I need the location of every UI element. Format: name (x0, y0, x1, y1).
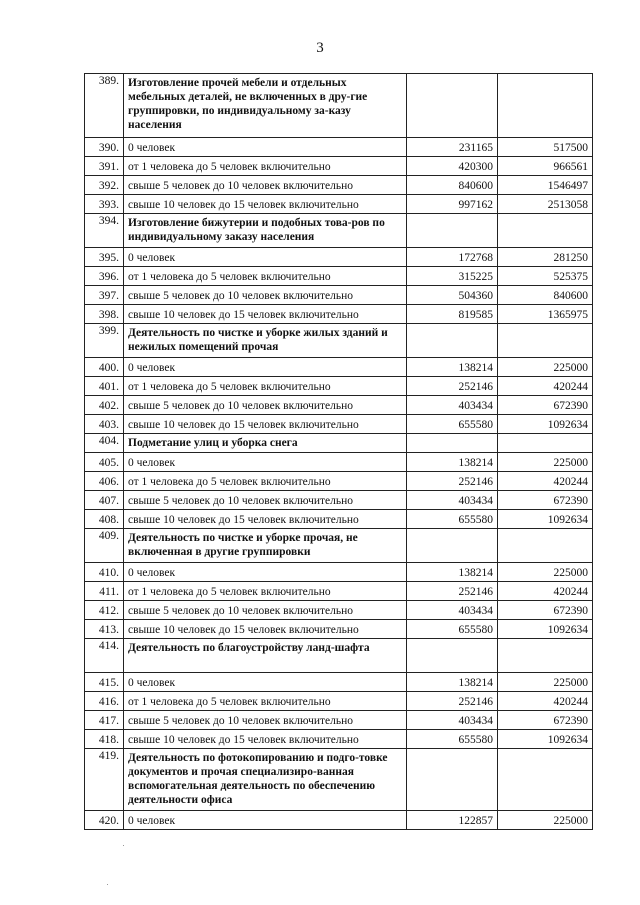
table-row (85, 248, 593, 267)
table-row (85, 620, 593, 639)
row-description: свыше 10 человек до 15 человек включительно (124, 305, 407, 324)
row-number: 410. (85, 563, 124, 582)
table-row (85, 195, 593, 214)
row-description: 0 человек (124, 563, 407, 582)
row-number: 390. (85, 138, 124, 157)
row-description: от 1 человека до 5 человек включительно (124, 582, 407, 601)
table-row (85, 601, 593, 620)
value-col-1: 315225 (407, 267, 498, 286)
row-number: 420. (85, 811, 124, 830)
table-row (85, 692, 593, 711)
table-row (85, 673, 593, 692)
table-row (85, 582, 593, 601)
value-col-1: 840600 (407, 176, 498, 195)
value-col-1: 172768 (407, 248, 498, 267)
value-col-2 (498, 324, 593, 358)
row-number: 392. (85, 176, 124, 195)
scan-speck (123, 845, 124, 846)
row-number: 412. (85, 601, 124, 620)
row-number: 406. (85, 472, 124, 491)
value-col-1 (407, 639, 498, 673)
row-number: 398. (85, 305, 124, 324)
value-col-2: 525375 (498, 267, 593, 286)
value-col-1 (407, 214, 498, 248)
table-row (85, 358, 593, 377)
row-number: 408. (85, 510, 124, 529)
value-col-2: 225000 (498, 453, 593, 472)
value-col-1: 138214 (407, 358, 498, 377)
section-title: Подметание улиц и уборка снега (124, 434, 407, 453)
row-number: 391. (85, 157, 124, 176)
row-description: свыше 5 человек до 10 человек включительно (124, 176, 407, 195)
section-row (85, 214, 593, 248)
table-row (85, 286, 593, 305)
section-title: Изготовление бижутерии и подобных това-ров по индивидуальному заказу населения (124, 214, 407, 248)
value-col-2: 281250 (498, 248, 593, 267)
value-col-2: 225000 (498, 358, 593, 377)
value-col-2 (498, 74, 593, 138)
value-col-1: 403434 (407, 396, 498, 415)
row-description: 0 человек (124, 453, 407, 472)
row-description: 0 человек (124, 248, 407, 267)
section-row (85, 324, 593, 358)
value-col-2: 225000 (498, 673, 593, 692)
value-col-2: 420244 (498, 692, 593, 711)
value-col-2: 517500 (498, 138, 593, 157)
tariff-table (84, 73, 593, 830)
section-title: Изготовление прочей мебели и отдельных мебельных деталей, не включенных в дру-гие группировки, по индивидуальному за-казу населения (124, 74, 407, 138)
value-col-1: 403434 (407, 711, 498, 730)
value-col-2 (498, 749, 593, 811)
table-row (85, 138, 593, 157)
value-col-2: 1092634 (498, 415, 593, 434)
value-col-2: 1092634 (498, 510, 593, 529)
row-number: 401. (85, 377, 124, 396)
value-col-1: 252146 (407, 582, 498, 601)
row-number: 403. (85, 415, 124, 434)
value-col-1: 122857 (407, 811, 498, 830)
row-number: 400. (85, 358, 124, 377)
value-col-1: 252146 (407, 472, 498, 491)
row-number: 413. (85, 620, 124, 639)
value-col-1: 504360 (407, 286, 498, 305)
value-col-2: 672390 (498, 711, 593, 730)
row-description: свыше 10 человек до 15 человек включительно (124, 620, 407, 639)
row-number: 417. (85, 711, 124, 730)
row-number: 394. (85, 214, 124, 248)
row-number: 418. (85, 730, 124, 749)
table-row (85, 157, 593, 176)
value-col-2: 420244 (498, 472, 593, 491)
table-row (85, 491, 593, 510)
table-row (85, 176, 593, 195)
value-col-2: 1546497 (498, 176, 593, 195)
value-col-2 (498, 639, 593, 673)
table-row (85, 453, 593, 472)
table-body (85, 74, 593, 830)
table-row (85, 305, 593, 324)
row-number: 399. (85, 324, 124, 358)
value-col-1: 252146 (407, 377, 498, 396)
value-col-1: 252146 (407, 692, 498, 711)
row-number: 416. (85, 692, 124, 711)
row-number: 389. (85, 74, 124, 138)
value-col-1: 655580 (407, 730, 498, 749)
value-col-1: 231165 (407, 138, 498, 157)
row-description: свыше 5 человек до 10 человек включительно (124, 601, 407, 620)
value-col-2: 225000 (498, 563, 593, 582)
row-number: 414. (85, 639, 124, 673)
value-col-2: 672390 (498, 601, 593, 620)
value-col-2: 2513058 (498, 195, 593, 214)
row-description: свыше 10 человек до 15 человек включительно (124, 195, 407, 214)
table-row (85, 563, 593, 582)
row-description: 0 человек (124, 358, 407, 377)
value-col-1: 655580 (407, 415, 498, 434)
row-description: 0 человек (124, 811, 407, 830)
value-col-2: 420244 (498, 377, 593, 396)
row-description: 0 человек (124, 673, 407, 692)
value-col-2 (498, 214, 593, 248)
table-row (85, 510, 593, 529)
row-description: свыше 5 человек до 10 человек включительно (124, 711, 407, 730)
value-col-1: 997162 (407, 195, 498, 214)
row-number: 419. (85, 749, 124, 811)
section-title: Деятельность по фотокопированию и подго-товке документов и прочая специализиро-ванная вспомогательная деятельность по обеспечению деятельности офиса (124, 749, 407, 811)
row-description: свыше 10 человек до 15 человек включительно (124, 730, 407, 749)
value-col-1 (407, 434, 498, 453)
row-description: от 1 человека до 5 человек включительно (124, 377, 407, 396)
row-number: 409. (85, 529, 124, 563)
row-number: 395. (85, 248, 124, 267)
row-description: от 1 человека до 5 человек включительно (124, 157, 407, 176)
value-col-1: 138214 (407, 453, 498, 472)
row-description: свыше 5 человек до 10 человек включительно (124, 396, 407, 415)
row-number: 404. (85, 434, 124, 453)
scan-speck (107, 884, 108, 885)
value-col-1: 819585 (407, 305, 498, 324)
value-col-2 (498, 529, 593, 563)
row-number: 396. (85, 267, 124, 286)
table-row (85, 267, 593, 286)
row-description: свыше 5 человек до 10 человек включительно (124, 286, 407, 305)
value-col-1: 420300 (407, 157, 498, 176)
row-description: от 1 человека до 5 человек включительно (124, 692, 407, 711)
table-row (85, 415, 593, 434)
row-number: 407. (85, 491, 124, 510)
value-col-1 (407, 749, 498, 811)
value-col-2: 1092634 (498, 730, 593, 749)
value-col-1 (407, 74, 498, 138)
value-col-2: 672390 (498, 491, 593, 510)
value-col-2: 840600 (498, 286, 593, 305)
table-row (85, 377, 593, 396)
section-row (85, 74, 593, 138)
table-row (85, 396, 593, 415)
value-col-2: 966561 (498, 157, 593, 176)
table-row (85, 811, 593, 830)
row-description: свыше 10 человек до 15 человек включительно (124, 415, 407, 434)
table-row (85, 472, 593, 491)
value-col-1: 403434 (407, 601, 498, 620)
row-description: свыше 10 человек до 15 человек включительно (124, 510, 407, 529)
row-number: 411. (85, 582, 124, 601)
section-title: Деятельность по благоустройству ланд-шафта (124, 639, 407, 673)
row-number: 402. (85, 396, 124, 415)
value-col-1: 138214 (407, 673, 498, 692)
value-col-1: 655580 (407, 620, 498, 639)
value-col-1: 655580 (407, 510, 498, 529)
row-number: 393. (85, 195, 124, 214)
section-title: Деятельность по чистке и уборке прочая, не включенная в другие группировки (124, 529, 407, 563)
value-col-1: 138214 (407, 563, 498, 582)
value-col-2: 420244 (498, 582, 593, 601)
table-row (85, 711, 593, 730)
value-col-1: 403434 (407, 491, 498, 510)
section-row (85, 639, 593, 673)
row-number: 397. (85, 286, 124, 305)
row-number: 405. (85, 453, 124, 472)
row-description: от 1 человека до 5 человек включительно (124, 472, 407, 491)
value-col-1 (407, 529, 498, 563)
value-col-2: 672390 (498, 396, 593, 415)
section-row (85, 434, 593, 453)
value-col-2: 1365975 (498, 305, 593, 324)
row-description: от 1 человека до 5 человек включительно (124, 267, 407, 286)
section-title: Деятельность по чистке и уборке жилых зданий и нежилых помещений прочая (124, 324, 407, 358)
value-col-2: 1092634 (498, 620, 593, 639)
section-row (85, 529, 593, 563)
row-description: 0 человек (124, 138, 407, 157)
row-description: свыше 5 человек до 10 человек включительно (124, 491, 407, 510)
row-number: 415. (85, 673, 124, 692)
table-row (85, 730, 593, 749)
value-col-2 (498, 434, 593, 453)
value-col-1 (407, 324, 498, 358)
page-number: 3 (316, 40, 324, 56)
value-col-2: 225000 (498, 811, 593, 830)
section-row (85, 749, 593, 811)
